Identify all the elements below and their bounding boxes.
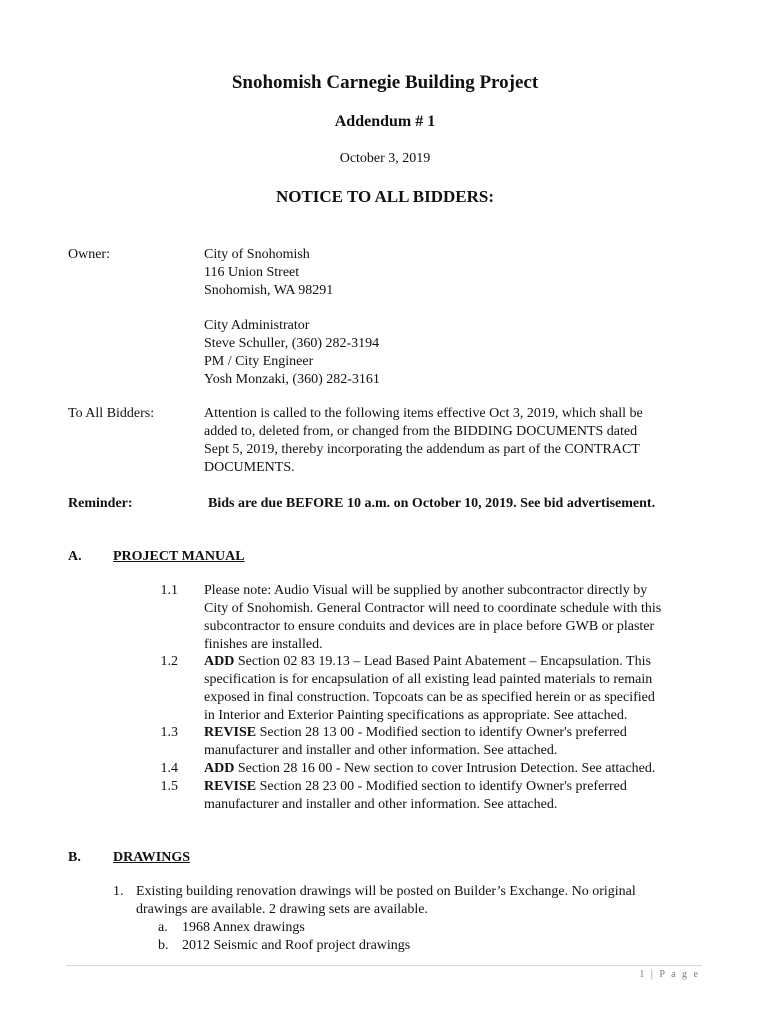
item-line: subcontractor to ensure conduits and devices are in place before GWB or plaster bbox=[204, 619, 655, 634]
item-number: 1.3 bbox=[160, 725, 178, 740]
item-action: REVISE bbox=[204, 725, 257, 740]
item-line: exposed in final construction. Topcoats can be as specified herein or as specified bbox=[204, 690, 655, 705]
item-line bbox=[204, 778, 704, 796]
addendum-number: Addendum # 1 bbox=[334, 113, 436, 130]
owner-label: Owner: bbox=[68, 247, 110, 262]
document-title: Snohomish Carnegie Building Project bbox=[231, 72, 539, 93]
contact-line: PM / City Engineer bbox=[204, 354, 314, 369]
item-line: manufacturer and installer and other information. See attached. bbox=[204, 743, 558, 758]
section-a-title: PROJECT MANUAL bbox=[113, 549, 245, 564]
footer-divider bbox=[66, 965, 702, 966]
subitem-text: 2012 Seismic and Roof project drawings bbox=[182, 938, 411, 953]
item-text bbox=[204, 760, 704, 778]
item-number: 1.1 bbox=[160, 583, 178, 598]
owner-line: City of Snohomish bbox=[204, 247, 310, 262]
bidders-text bbox=[204, 405, 704, 477]
item-line-rest: Section 28 23 00 - Modified section to identify Owner's preferred bbox=[256, 779, 627, 794]
item-line: in Interior and Exterior Painting specifications as appropriate. See attached. bbox=[204, 708, 628, 723]
section-b-letter: B. bbox=[68, 850, 81, 865]
item-line: Please note: Audio Visual will be supplied by another subcontractor directly by bbox=[204, 583, 648, 598]
drawings-line: Existing building renovation drawings will be posted on Builder’s Exchange. No original bbox=[136, 884, 636, 899]
drawings-item-number: 1. bbox=[113, 884, 124, 899]
item-line bbox=[204, 724, 704, 742]
item-number: 1.4 bbox=[160, 761, 178, 776]
subitem-text: 1968 Annex drawings bbox=[182, 920, 305, 935]
item-action: REVISE bbox=[204, 779, 257, 794]
item-line-rest: Section 28 16 00 - New section to cover Intrusion Detection. See attached. bbox=[234, 761, 656, 776]
subitem-letter: b. bbox=[158, 938, 169, 953]
owner-address bbox=[204, 246, 704, 300]
item-action: ADD bbox=[204, 654, 235, 669]
item-line: specification is for encapsulation of all existing lead painted materials to remain bbox=[204, 672, 653, 687]
item-action: ADD bbox=[204, 761, 235, 776]
item-line: finishes are installed. bbox=[204, 637, 323, 652]
bidders-line: DOCUMENTS. bbox=[204, 460, 295, 475]
item-text bbox=[204, 653, 704, 725]
item-line-rest: Section 28 13 00 - Modified section to identify Owner's preferred bbox=[256, 725, 627, 740]
item-text bbox=[204, 778, 704, 814]
owner-contacts bbox=[204, 317, 704, 389]
item-line: manufacturer and installer and other information. See attached. bbox=[204, 797, 558, 812]
item-line: City of Snohomish. General Contractor will need to coordinate schedule with this bbox=[204, 601, 662, 616]
notice-heading: NOTICE TO ALL BIDDERS: bbox=[275, 187, 495, 206]
owner-line: Snohomish, WA 98291 bbox=[204, 283, 334, 298]
item-line-rest: Section 02 83 19.13 – Lead Based Paint Abatement – Encapsulation. This bbox=[234, 654, 651, 669]
reminder-label: Reminder: bbox=[68, 496, 133, 511]
drawings-item-text bbox=[136, 883, 716, 919]
item-line bbox=[204, 653, 704, 671]
item-number: 1.2 bbox=[160, 654, 178, 669]
contact-line: Steve Schuller, (360) 282-3194 bbox=[204, 336, 380, 351]
bidders-label: To All Bidders: bbox=[68, 406, 155, 421]
section-b-title: DRAWINGS bbox=[113, 850, 191, 865]
bidders-line: added to, deleted from, or changed from the BIDDING DOCUMENTS dated bbox=[204, 424, 638, 439]
item-number: 1.5 bbox=[160, 779, 178, 794]
item-text bbox=[204, 582, 704, 654]
addendum-date: October 3, 2019 bbox=[339, 151, 431, 166]
contact-line: Yosh Monzaki, (360) 282-3161 bbox=[204, 372, 380, 387]
item-text bbox=[204, 724, 704, 760]
subitem-letter: a. bbox=[158, 920, 168, 935]
item-line bbox=[204, 760, 704, 778]
reminder-text: Bids are due BEFORE 10 a.m. on October 10, 2019. See bid advertisement. bbox=[208, 496, 656, 511]
bidders-line: Sept 5, 2019, thereby incorporating the addendum as part of the CONTRACT bbox=[204, 442, 640, 457]
section-a-letter: A. bbox=[68, 549, 82, 564]
drawings-line: drawings are available. 2 drawing sets are available. bbox=[136, 902, 428, 917]
owner-line: 116 Union Street bbox=[204, 265, 300, 280]
bidders-line: Attention is called to the following items effective Oct 3, 2019, which shall be bbox=[204, 406, 643, 421]
contact-line: City Administrator bbox=[204, 318, 310, 333]
page-number: 1 | P a g e bbox=[639, 969, 700, 980]
